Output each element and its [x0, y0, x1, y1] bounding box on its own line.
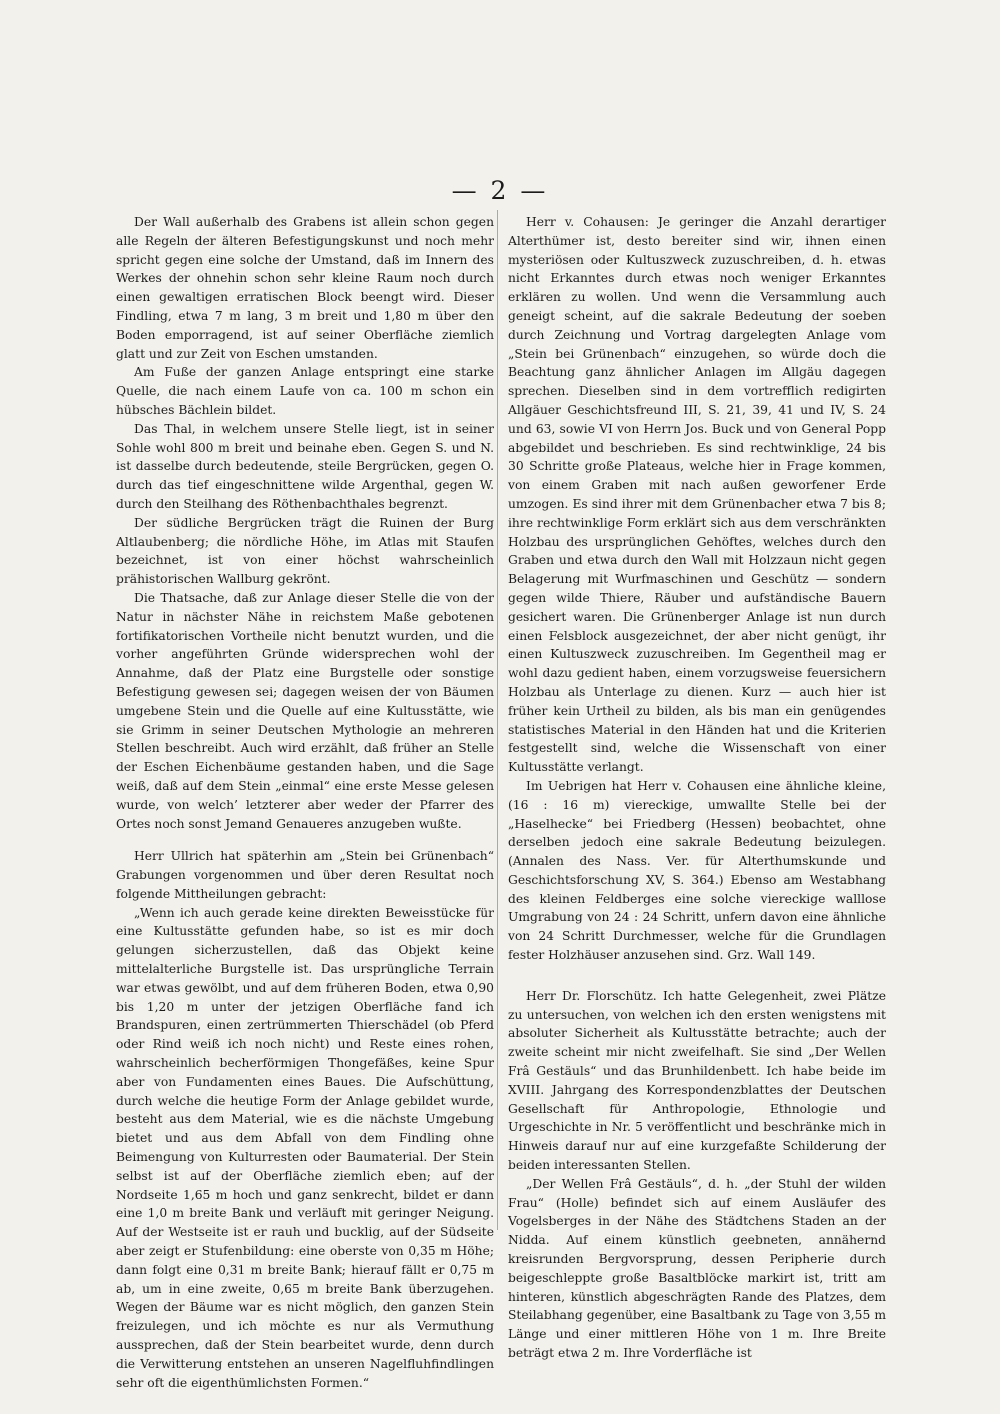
- paragraph: Im Uebrigen hat Herr v. Cohausen eine ähnliche kleine, (16 : 16 m) viereckige, umwallte Stelle bei der „Haselhecke“ bei Friedberg (Hessen) beobachtet, ohne derselben jedoch eine sakrale Bedeutung beizulegen. (Annalen des Nass. Ver. für Alterthumskunde und Geschichtsforschung XV, S. 364.) Ebenso am Westabhang des kleinen Feldberges eine solche viereckige walllose Umgrabung von 24 : 24 Schritt, unfern davon eine ähnliche von 24 Schritt Durchmesser, welche für die Grundlagen fester Holzhäuser anzusehen sind. Grz. Wall 149.: [508, 778, 886, 963]
- paragraph: „Wenn ich auch gerade keine direkten Beweisstücke für eine Kultusstätte gefunden habe, so ist es mir doch gelungen sicherzustellen, daß das Objekt keine mittelalterliche Burgstelle ist. Das ursprüngliche Terrain war etwas gewölbt, und auf dem früheren Boden, etwa 0,90 bis 1,20 m unter der jetzigen Oberfläche fand ich Brandspuren, einen zertrümmerten Thierschädel (ob Pferd oder Rind weiß ich noch nicht) und Reste eines rohen, wahrscheinlich becherförmigen Thongefäßes, keine Spur aber von Fundamenten eines Baues. Die Aufschüttung, durch welche die heutige Form der Anlage gebildet wurde, besteht aus dem Material, wie es die nächste Umgebung bietet und aus dem Abfall von dem Findling ohne Beimengung von Kulturresten oder Baumaterial. Der Stein selbst ist auf der Oberfläche ziemlich eben; auf der Nordseite 1,65 m hoch und ganz senkrecht, bildet er dann eine 1,0 m breite Bank und verläuft mit geringer Neigung. Auf der Westseite ist er rauh und bucklig, auf der Südseite aber zeigt er Stufenbildung: eine oberste von 0,35 m Höhe; dann folgt eine 0,31 m breite Bank; hierauf fällt er 0,75 m ab, um in eine zweite, 0,65 m breite Bank überzugehen. Wegen der Bäume war es nicht möglich, den ganzen Stein freizulegen, und ich möchte es nur als Vermuthung aussprechen, daß der Stein bearbeitet wurde, denn durch die Verwitterung entstehen an unseren Nagelfluhfindlingen sehr oft die eigenthümlichsten Formen.“: [116, 905, 494, 1390]
- paragraph: Die Thatsache, daß zur Anlage dieser Stelle die von der Natur in nächster Nähe in reichstem Maße gebotenen fortifikatorischen Vortheile nicht benutzt wurden, und die vorher angeführten Gründe widersprechen wohl der Annahme, daß der Platz eine Burgstelle oder sonstige Befestigung gewesen sei; dagegen weisen der von Bäumen umgebene Stein und die Quelle auf eine Kultusstätte, wie sie Grimm in seiner Deutschen Mythologie an mehreren Stellen beschreibt. Auch wird erzählt, daß früher an Stelle der Eschen Eichenbäume gestanden haben, und die Sage weiß, daß auf dem Stein „einmal“ eine erste Messe gelesen wurde, von welch’ letzterer aber weder der Pfarrer des Ortes noch sonst Jemand Genaueres anzugeben wußte.: [116, 590, 494, 831]
- page-number: — 2 —: [451, 176, 549, 205]
- left-column: [116, 213, 494, 1392]
- paragraph: Am Fuße der ganzen Anlage entspringt eine starke Quelle, die nach einem Laufe von ca. 100 m schon ein hübsches Bächlein bildet.: [116, 365, 494, 417]
- paragraph: „Der Wellen Frâ Gestäuls“, d. h. „der Stuhl der wilden Frau“ (Holle) befindet sich auf einem Ausläufer des Vogelsberges in der Nähe des Städtchens Staden an der Nidda. Auf einem künstlich geebneten, annähernd kreisrunden Bergvorsprung, dessen Peripherie durch beigeschleppte große Basaltblöcke markirt ist, tritt am hinteren, künstlich abgeschrägten Rande des Platzes, dem Steilabhang gegenüber, eine Basaltbank zu Tage von 3,55 m Länge und einer mittleren Höhe von 1 m. Ihre Breite beträgt etwa 2 m. Ihre Vorderfläche ist: [508, 1176, 886, 1361]
- paragraph: Herr Dr. Florschütz. Ich hatte Gelegenheit, zwei Plätze zu untersuchen, von welchen ich den ersten wenigstens mit absoluter Sicherheit als Kultusstätte betrachte; auch der zweite scheint mir nicht zweifelhaft. Sie sind „Der Wellen Frâ Gestäuls“ und das Brunhildenbett. Ich habe beide im XVIII. Jahrgang des Korrespondenzblattes der Deutschen Gesellschaft für Anthropologie, Ethnologie und Urgeschichte in Nr. 5 veröffentlicht und beschränke mich in Hinweis darauf nur auf eine kurzgefaßte Schilderung der beiden interessanten Stellen.: [508, 988, 886, 1173]
- paragraph: Das Thal, in welchem unsere Stelle liegt, ist in seiner Sohle wohl 800 m breit und beinahe eben. Gegen S. und N. ist dasselbe durch bedeutende, steile Bergrücken, gegen O. durch das tief eingeschnittene wilde Argenthal, gegen W. durch den Steilhang des Röthenbachthales begrenzt.: [116, 421, 494, 511]
- paragraph: Herr Ullrich hat späterhin am „Stein bei Grünenbach“ Grabungen vorgenommen und über deren Resultat noch folgende Mittheilungen gebracht:: [116, 849, 494, 901]
- column-divider: [497, 210, 498, 1230]
- paragraph: Der Wall außerhalb des Grabens ist allein schon gegen alle Regeln der älteren Befestigungskunst und noch mehr spricht gegen eine solche der Umstand, daß im Innern des Werkes der ohnehin schon sehr kleine Raum noch durch einen gewaltigen erratischen Block beengt wird. Dieser Findling, etwa 7 m lang, 3 m breit und 1,80 m über den Boden emporragend, ist auf seiner Oberfläche ziemlich glatt und zur Zeit von Eschen umstanden.: [116, 215, 494, 361]
- right-column: [508, 213, 886, 1363]
- paragraph: Der südliche Bergrücken trägt die Ruinen der Burg Altlaubenberg; die nördliche Höhe, im Atlas mit Staufen bezeichnet, ist von einer höchst wahrscheinlich prähistorischen Wallburg gekrönt.: [116, 515, 494, 587]
- paragraph: Herr v. Cohausen: Je geringer die Anzahl derartiger Alterthümer ist, desto bereiter sind wir, ihnen einen mysteriösen oder Kultuszweck zuzuschreiben, d. h. etwas nicht Erkanntes durch etwas noch weniger Erkanntes erklären zu wollen. Und wenn die Versammlung auch geneigt scheint, auf die sakrale Bedeutung der soeben durch Zeichnung und Vortrag dargelegten Anlage vom „Stein bei Grünenbach“ einzugehen, so würde doch die Beachtung ganz ähnlicher Anlagen im Allgäu dagegen sprechen. Dieselben sind in dem vortrefflich redigirten Allgäuer Geschichtsfreund III, S. 21, 39, 41 und IV, S. 24 und 63, sowie VI von Herrn Jos. Buck und von General Popp abgebildet und beschrieben. Es sind rechtwinklige, 24 bis 30 Schritte große Plateaus, welche hier in Frage kommen, von einem Graben mit nach außen geworfener Erde umzogen. Es sind ihrer mit dem Grünenbacher etwa 7 bis 8; ihre rechtwinklige Form erklärt sich aus dem verschränkten Holzbau des ursprünglichen Gehöftes, welches durch den Graben und etwa durch den Wall mit Holzzaun nicht gegen Belagerung mit Wurfmaschinen und Geschütz — sondern gegen wilde Thiere, Räuber und aufständische Bauern gesichert waren. Die Grünenberger Anlage ist nun durch einen Felsblock ausgezeichnet, der aber nicht genügt, ihr einen Kultuszweck zuzuschreiben. Im Gegentheil mag er wohl dazu gedient haben, einem vorzugsweise feuersichern Holzbau als Unterlage zu dienen. Kurz — auch hier ist früher kein Urtheil zu bilden, als bis man ein genügendes statistisches Material in den Händen hat und die Kriterien festgestellt sind, welche die Wissenschaft von einer Kultusstätte verlangt.: [508, 215, 886, 775]
